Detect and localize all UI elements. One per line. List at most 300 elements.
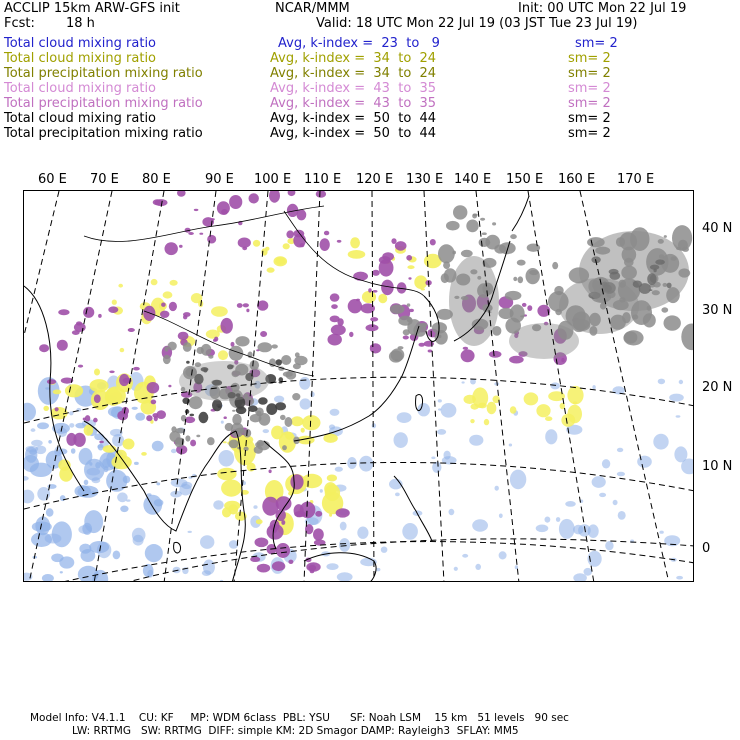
legend-field-name: Total cloud mixing ratio [4,36,157,51]
cloud-patch [353,272,368,281]
cloud-patch [160,311,169,318]
cloud-patch [249,193,259,203]
cloud-patch [617,448,623,452]
cloud-patch [218,350,228,360]
longitude-label: 120 E [356,172,394,187]
cloud-patch [443,261,450,269]
cloud-patch [221,318,233,334]
cloud-patch [397,412,412,423]
cloud-patch [472,519,488,531]
cloud-patch [339,538,350,552]
cloud-patch [403,336,409,340]
cloud-patch [573,401,577,404]
cloud-patch [510,406,517,414]
cloud-patch [128,328,135,332]
cloud-patch [300,398,311,409]
legend-field-name: Total cloud mixing ratio [4,81,157,96]
cloud-patch [190,414,195,417]
cloud-patch [637,456,652,468]
cloud-patch [357,527,368,539]
cloud-patch [449,509,455,515]
legend-level-range: Avg, k-index = 23 to 9 [278,36,440,51]
cloud-patch [565,501,576,507]
legend-field-name: Total cloud mixing ratio [4,51,157,66]
cloud-patch [293,363,301,369]
cloud-patch [179,245,183,248]
cloud-patch [394,432,408,448]
legend-field-name: Total cloud mixing ratio [4,111,157,126]
cloud-patch [552,262,558,269]
cloud-patch [495,486,499,491]
cloud-patch [559,278,639,334]
cloud-patch [509,323,579,359]
cloud-patch [479,238,491,247]
cloud-patch [446,221,460,231]
cloud-patch [59,556,74,568]
forecast-hour: 18 h [66,16,95,31]
latitude-label: 20 N [702,380,733,395]
legend-field-name: Total precipitation mixing ratio [4,126,203,141]
cloud-patch [453,205,467,219]
cloud-patch [269,470,272,474]
cloud-patch [441,273,449,283]
cloud-patch [316,191,326,198]
cloud-patch [170,280,178,286]
cloud-patch [510,470,526,490]
cloud-patch [624,331,638,343]
cloud-patch [509,356,524,364]
cloud-patch [132,528,146,542]
cloud-patch [350,237,360,248]
cloud-patch [229,195,242,209]
cloud-patch [224,416,227,419]
cloud-patch [217,201,230,215]
cloud-patch [545,416,552,421]
legend-level-range: Avg, k-index = 34 to 24 [270,66,437,81]
cloud-patch [664,315,681,330]
cloud-patch [220,580,223,582]
cloud-patch [438,244,455,263]
cloud-patch [221,421,224,424]
cloud-patch [302,415,320,430]
cloud-patch [482,232,487,235]
cloud-patch [280,415,286,420]
cloud-patch [99,441,104,444]
cloud-patch [94,369,100,376]
cloud-patch [246,309,249,313]
cloud-patch [462,554,468,558]
cloud-patch [201,344,212,356]
cloud-patch [556,517,560,522]
cloud-patch [57,428,67,437]
cloud-patch [154,499,164,506]
cloud-patch [253,505,257,509]
model-info-line-1: Model Info: V4.1.1 CU: KF MP: WDM 6class PBL: YSU SF: Noah LSM 15 km 51 levels 90 sec [30,712,569,724]
cloud-patch [681,324,694,351]
cloud-patch [406,255,412,261]
cloud-patch [402,523,418,540]
cloud-patch [94,394,101,403]
cloud-patch [475,564,481,570]
cloud-patch [191,293,202,303]
cloud-patch [578,524,591,536]
cloud-patch [31,428,36,432]
cloud-patch [291,416,304,426]
cloud-patch [320,238,330,251]
cloud-patch [362,291,376,303]
cloud-patch [213,339,217,342]
cloud-patch [211,306,228,317]
cloud-patch [331,304,338,309]
cloud-patch [327,475,337,482]
forecast-map [23,190,694,582]
cloud-patch [438,408,441,410]
cloud-patch [462,381,465,383]
cloud-patch [260,331,267,337]
legend-level-range: Avg, k-index = 43 to 35 [270,81,437,96]
cloud-patch [348,299,362,313]
cloud-patch [395,241,407,251]
cloud-patch [183,312,191,317]
cloud-patch [288,191,296,196]
cloud-patch [313,528,324,540]
cloud-patch [123,439,135,450]
cloud-patch [480,218,485,221]
cloud-patch [120,506,128,513]
cloud-patch [370,343,381,353]
cloud-patch [293,234,306,248]
cloud-patch [487,402,497,414]
cloud-patch [182,398,189,404]
cloud-patch [373,290,378,293]
cloud-patch [328,334,342,346]
cloud-patch [275,402,286,410]
cloud-patch [196,435,200,438]
cloud-patch [190,440,196,447]
cloud-patch [161,303,166,307]
cloud-patch [43,406,49,411]
map-canvas [24,191,694,582]
cloud-patch [469,435,483,446]
cloud-patch [463,347,468,350]
cloud-patch [207,437,215,445]
cloud-patch [61,378,73,384]
latitude-label: 10 N [702,459,733,474]
cloud-patch [83,307,94,318]
cloud-patch [509,444,512,447]
cloud-patch [301,428,305,433]
cloud-patch [329,424,335,429]
cloud-patch [548,391,565,401]
cloud-patch [499,514,503,519]
cloud-patch [602,459,610,468]
cloud-patch [281,520,285,525]
cloud-patch [407,303,411,306]
cloud-patch [395,359,398,361]
cloud-patch [524,392,539,405]
cloud-patch [90,379,109,392]
cloud-patch [536,525,549,533]
cloud-patch [87,468,101,476]
cloud-patch [163,291,173,298]
cloud-patch [527,305,532,311]
cloud-patch [285,432,293,440]
longitude-label: 160 E [558,172,596,187]
cloud-patch [618,511,626,520]
cloud-patch [46,508,54,516]
cloud-patch [274,396,284,403]
longitude-label: 130 E [406,172,444,187]
latitude-label: 40 N [702,221,733,236]
cloud-patch [676,576,683,580]
longitude-label: 70 E [90,172,119,187]
cloud-patch [53,390,62,395]
legend-smoothing: sm= 2 [568,96,611,111]
cloud-patch [58,309,69,315]
cloud-patch [584,568,593,576]
cloud-patch [330,293,340,301]
cloud-patch [254,446,263,454]
cloud-patch [370,317,378,321]
cloud-patch [217,468,236,481]
cloud-patch [171,479,188,488]
cloud-patch [168,342,177,351]
cloud-patch [237,303,243,308]
cloud-patch [613,500,618,505]
cloud-patch [658,379,665,385]
longitude-label: 170 E [617,172,655,187]
cloud-patch [515,565,518,569]
cloud-patch [85,415,90,421]
cloud-patch [238,238,251,248]
cloud-patch [335,467,343,472]
cloud-patch [213,500,224,509]
legend-smoothing: sm= 2 [575,36,618,51]
cloud-patch [466,220,478,233]
cloud-patch [37,487,50,501]
cloud-patch [235,336,249,346]
cloud-patch [132,407,138,410]
cloud-patch [267,267,275,272]
cloud-patch [682,247,689,252]
cloud-patch [224,501,240,511]
cloud-patch [592,385,595,389]
cloud-patch [659,531,663,534]
cloud-patch [379,259,394,277]
cloud-patch [329,513,332,517]
cloud-patch [163,355,171,364]
cloud-patch [359,456,373,472]
cloud-patch [430,239,436,245]
cloud-patch [169,302,177,311]
cloud-patch [123,476,131,484]
cloud-patch [152,441,164,452]
cloud-patch [141,452,147,456]
cloud-patch [599,493,606,497]
cloud-patch [513,277,517,281]
cloud-patch [152,413,158,418]
cloud-patch [505,291,522,300]
cloud-patch [310,392,314,397]
cloud-patch [417,403,430,416]
cloud-patch [188,531,192,533]
organization-label: NCAR/MMM [275,1,350,16]
cloud-patch [545,517,551,523]
cloud-patch [559,519,575,539]
cloud-patch [372,423,376,428]
longitude-label: 80 E [142,172,171,187]
cloud-patch [165,242,178,255]
cloud-patch [366,324,379,331]
cloud-patch [472,214,477,219]
cloud-patch [37,422,49,429]
cloud-patch [84,480,89,485]
cloud-patch [258,397,268,404]
cloud-patch [93,418,98,423]
cloud-patch [438,399,442,402]
cloud-patch [178,332,189,340]
cloud-patch [212,399,222,411]
longitude-label: 140 E [454,172,492,187]
cloud-patch [250,414,262,422]
cloud-patch [452,251,456,255]
cloud-patch [223,441,227,443]
cloud-patch [510,234,517,239]
cloud-patch [653,434,668,450]
longitude-label: 150 E [506,172,544,187]
cloud-patch [134,462,139,465]
cloud-patch [661,307,668,312]
cloud-patch [112,300,117,305]
cloud-patch [257,564,270,573]
cloud-patch [39,344,49,352]
legend-level-range: Avg, k-index = 43 to 35 [270,96,437,111]
cloud-patch [69,423,74,428]
cloud-patch [92,477,101,483]
cloud-patch [199,233,203,235]
cloud-patch [330,409,340,416]
cloud-patch [331,325,346,336]
cloud-patch [428,350,433,353]
latitude-label: 0 [702,541,711,556]
cloud-patch [441,403,457,418]
cloud-patch [229,440,239,449]
cloud-patch [276,359,282,365]
cloud-patch [250,557,260,562]
cloud-patch [605,541,613,550]
legend-smoothing: sm= 2 [568,126,611,141]
cloud-patch [115,450,127,461]
cloud-patch [471,404,479,410]
cloud-patch [470,419,474,423]
cloud-patch [78,365,83,368]
cloud-patch [617,472,625,477]
cloud-patch [120,348,125,352]
legend-smoothing: sm= 2 [568,66,611,81]
cloud-patch [545,429,557,444]
graticule-line [372,191,374,582]
cloud-patch [179,361,269,401]
model-title: ACCLIP 15km ARW-GFS init [4,1,180,16]
cloud-patch [517,260,526,266]
cloud-patch [499,551,507,559]
cloud-patch [151,400,157,405]
cloud-patch [432,462,441,473]
cloud-patch [272,528,277,533]
cloud-patch [275,258,285,265]
cloud-patch [48,440,52,444]
cloud-patch [414,275,427,289]
cloud-patch [281,355,291,365]
cloud-patch [221,480,241,497]
cloud-patch [550,382,560,389]
cloud-patch [232,410,235,412]
cloud-patch [24,403,36,421]
cloud-patch [153,199,162,205]
cloud-patch [378,294,387,303]
cloud-patch [271,426,283,440]
cloud-patch [283,243,290,249]
cloud-patch [109,371,114,374]
cloud-patch [98,314,102,318]
cloud-patch [395,493,400,497]
cloud-patch [143,306,155,321]
cloud-patch [522,303,527,307]
cloud-patch [286,230,294,238]
cloud-patch [47,379,56,384]
cloud-patch [269,191,280,203]
cloud-patch [272,561,285,571]
cloud-patch [117,492,128,502]
legend-smoothing: sm= 2 [568,111,611,126]
cloud-patch [256,519,263,524]
cloud-patch [290,474,303,489]
longitude-label: 90 E [205,172,234,187]
cloud-patch [431,457,435,460]
cloud-patch [208,355,213,359]
cloud-patch [248,405,258,412]
cloud-patch [73,433,85,447]
cloud-patch [324,231,329,236]
cloud-patch [183,342,192,352]
cloud-patch [146,415,152,421]
cloud-patch [199,412,209,423]
cloud-patch [310,569,315,574]
cloud-patch [679,380,683,384]
cloud-patch [518,276,524,283]
cloud-patch [78,525,91,534]
cloud-patch [437,429,446,435]
cloud-patch [253,240,260,247]
cloud-patch [60,495,66,501]
cloud-patch [454,567,458,571]
cloud-patch [461,349,475,362]
longitude-label: 110 E [304,172,342,187]
cloud-patch [60,571,63,573]
cloud-patch [340,522,347,531]
cloud-patch [42,574,54,582]
legend-smoothing: sm= 2 [568,51,611,66]
cloud-patch [276,543,290,558]
cloud-patch [219,450,235,467]
legend-level-range: Avg, k-index = 34 to 24 [270,51,437,66]
init-time: Init: 00 UTC Mon 22 Jul 19 [518,1,687,16]
cloud-patch [337,572,353,581]
cloud-patch [24,476,29,481]
cloud-patch [257,440,264,447]
cloud-patch [299,377,310,390]
cloud-patch [348,250,366,259]
